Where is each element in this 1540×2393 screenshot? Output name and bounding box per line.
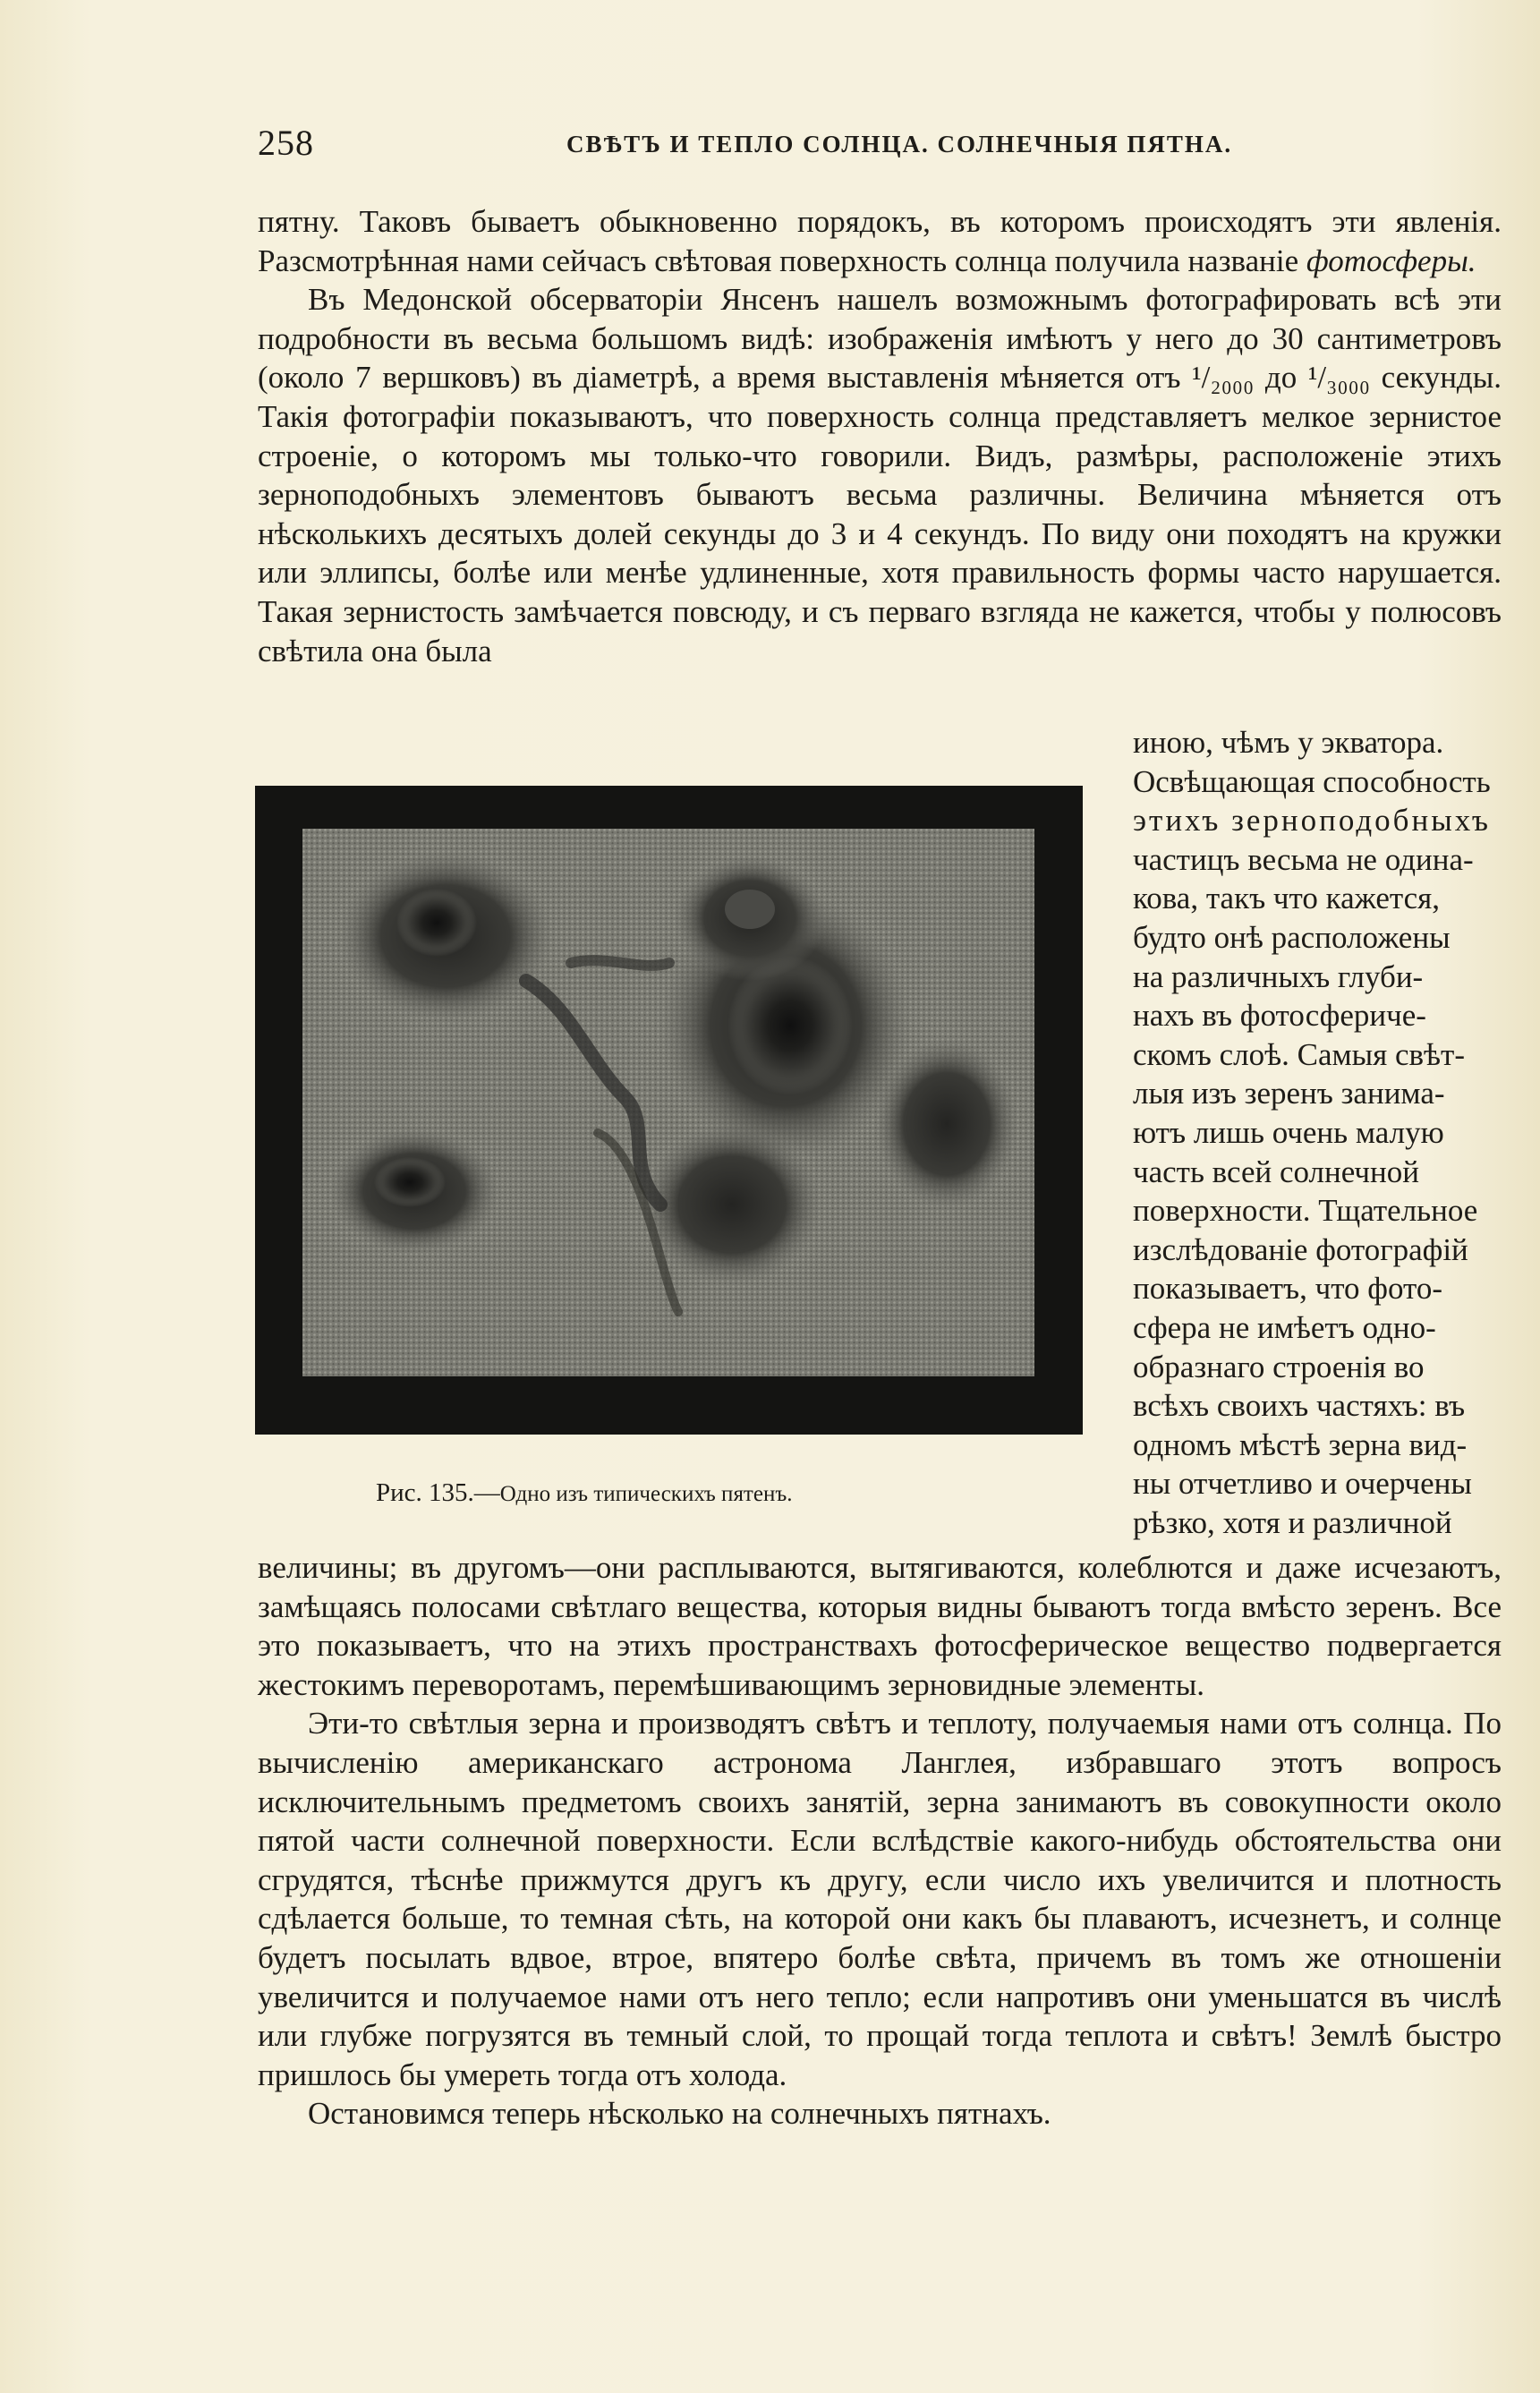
wrap-line: будто онѣ расположены <box>1133 919 1451 955</box>
text-block-bottom <box>258 1548 1502 2133</box>
paragraph-1 <box>258 202 1502 280</box>
paragraph-4: Остановимся теперь нѣсколько на солнечныхъ пятнахъ. <box>308 2096 1051 2132</box>
term-photosphere: фотосферы. <box>1306 243 1476 278</box>
text-wrap-column <box>1133 723 1502 1542</box>
figure-caption <box>376 1478 793 1508</box>
wrap-line: иною, чѣмъ у экватора. <box>1133 725 1444 760</box>
wrap-line: ны отчетливо и очерчены <box>1133 1466 1472 1502</box>
page-number: 258 <box>258 123 314 163</box>
running-title: СВѢТЪ И ТЕПЛО СОЛНЦА. СОЛНЕЧНЫЯ ПЯТНА. <box>566 131 1233 158</box>
caption-text: Одно изъ типическихъ пятенъ. <box>499 1482 793 1506</box>
wrap-line: образнаго строенія во <box>1133 1349 1425 1384</box>
wrap-line: нахъ въ фотосфериче- <box>1133 998 1426 1034</box>
wrap-line: одномъ мѣстѣ зерна вид- <box>1133 1426 1468 1462</box>
wrap-line: рѣзко, хотя и различной <box>1133 1504 1452 1540</box>
paragraph-2: Въ Медонской обсерваторіи Янсенъ нашелъ возможнымъ фотографировать всѣ эти подробности въ весьма большомъ видѣ: изображенія имѣютъ у него до 30 сантиметровъ (около 7 вершковъ) въ діаметрѣ, а время выставленія мѣняется отъ ¹/₂₀₀₀ до ¹/₃₀₀₀ секунды. Такія фотографіи показываютъ, что поверхность солнца представляетъ мелкое зернистое строеніе, о которомъ мы только-что говорили. Видъ, размѣры, расположеніе этихъ зерноподобныхъ элементовъ бываютъ весьма различны. Величина мѣняется отъ нѣсколькихъ десятыхъ долей секунды до 3 и 4 секундъ. По виду они походятъ на кружки или эллипсы, болѣе или менѣе удлиненные, хотя правильность формы часто нарушается. Такая зернистость замѣчается повсюду, и съ перваго взгляда не кажется, чтобы у полюсовъ свѣтила она была <box>258 282 1502 669</box>
text-block-top <box>258 202 1502 670</box>
sunspot-illustration <box>302 829 1034 1376</box>
wrap-line: поверхности. Тщательное <box>1133 1193 1478 1229</box>
sunspot-image <box>302 829 1034 1376</box>
wrap-line: кова, такъ что кажется, <box>1133 881 1440 916</box>
paragraph-1-text: пятну. Таковъ бываетъ обыкновенно порядокъ, въ которомъ происходятъ эти явленія. Разсмотрѣнная нами сейчасъ свѣтовая поверхность солнца получила названіе <box>258 204 1502 278</box>
wrap-line: всѣхъ своихъ частяхъ: въ <box>1133 1388 1466 1424</box>
wrap-line: показываетъ, что фото- <box>1133 1271 1443 1307</box>
caption-label: Рис. 135.— <box>376 1478 500 1507</box>
wrap-line: лыя изъ зеренъ занима- <box>1133 1076 1445 1111</box>
wrap-line: скомъ слоѣ. Самыя свѣт- <box>1133 1036 1466 1072</box>
wrap-line: сфера не имѣетъ одно- <box>1133 1309 1436 1345</box>
paragraph-2-end: величины; въ другомъ—они расплываются, вытягиваются, колеблются и даже исчезаютъ, замѣщаясь полосами свѣтлаго вещества, которыя видны бываютъ тогда вмѣсто зеренъ. Все это показываетъ, что на этихъ пространствахъ фотосферическое вещество подвергается жестокимъ переворотамъ, перемѣшивающимъ зерновидные элементы. <box>258 1550 1502 1702</box>
page-header <box>258 122 1502 166</box>
wrap-line: на различныхъ глуби- <box>1133 958 1424 994</box>
wrap-line: часть всей солнечной <box>1133 1154 1419 1189</box>
figure-sunspot-photo <box>255 786 1083 1435</box>
wrap-line: Освѣщающая способность <box>1133 763 1491 799</box>
wrap-line: этихъ зерноподобныхъ <box>1133 803 1492 839</box>
wrap-line: ютъ лишь очень малую <box>1133 1114 1444 1150</box>
paragraph-3: Эти-то свѣтлыя зерна и производятъ свѣтъ и теплоту, получаемыя нами отъ солнца. По вычисленію американскаго астронома Ланглея, избравшаго этотъ вопросъ исключительнымъ предметомъ своихъ занятій, зерна занимаютъ въ совокупности около пятой части солнечной поверхности. Если вслѣдствіе какого-нибудь обстоятельства они сгрудятся, тѣснѣе прижмутся другъ къ другу, если число ихъ увеличится и плотность сдѣлается больше, то темная сѣть, на которой они какъ бы плаваютъ, исчезнетъ, и солнце будетъ посылать вдвое, втрое, впятеро болѣе свѣта, причемъ въ томъ же отношеніи увеличится и получаемое нами отъ него тепло; если напротивъ они уменьшатся въ числѣ или глубже погрузятся въ темный слой, то прощай тогда теплота и свѣтъ! Землѣ быстро пришлось бы умереть тогда отъ холода. <box>258 1706 1502 2092</box>
wrap-line: частицъ весьма не одина- <box>1133 841 1474 877</box>
wrap-line: изслѣдованіе фотографій <box>1133 1231 1468 1267</box>
